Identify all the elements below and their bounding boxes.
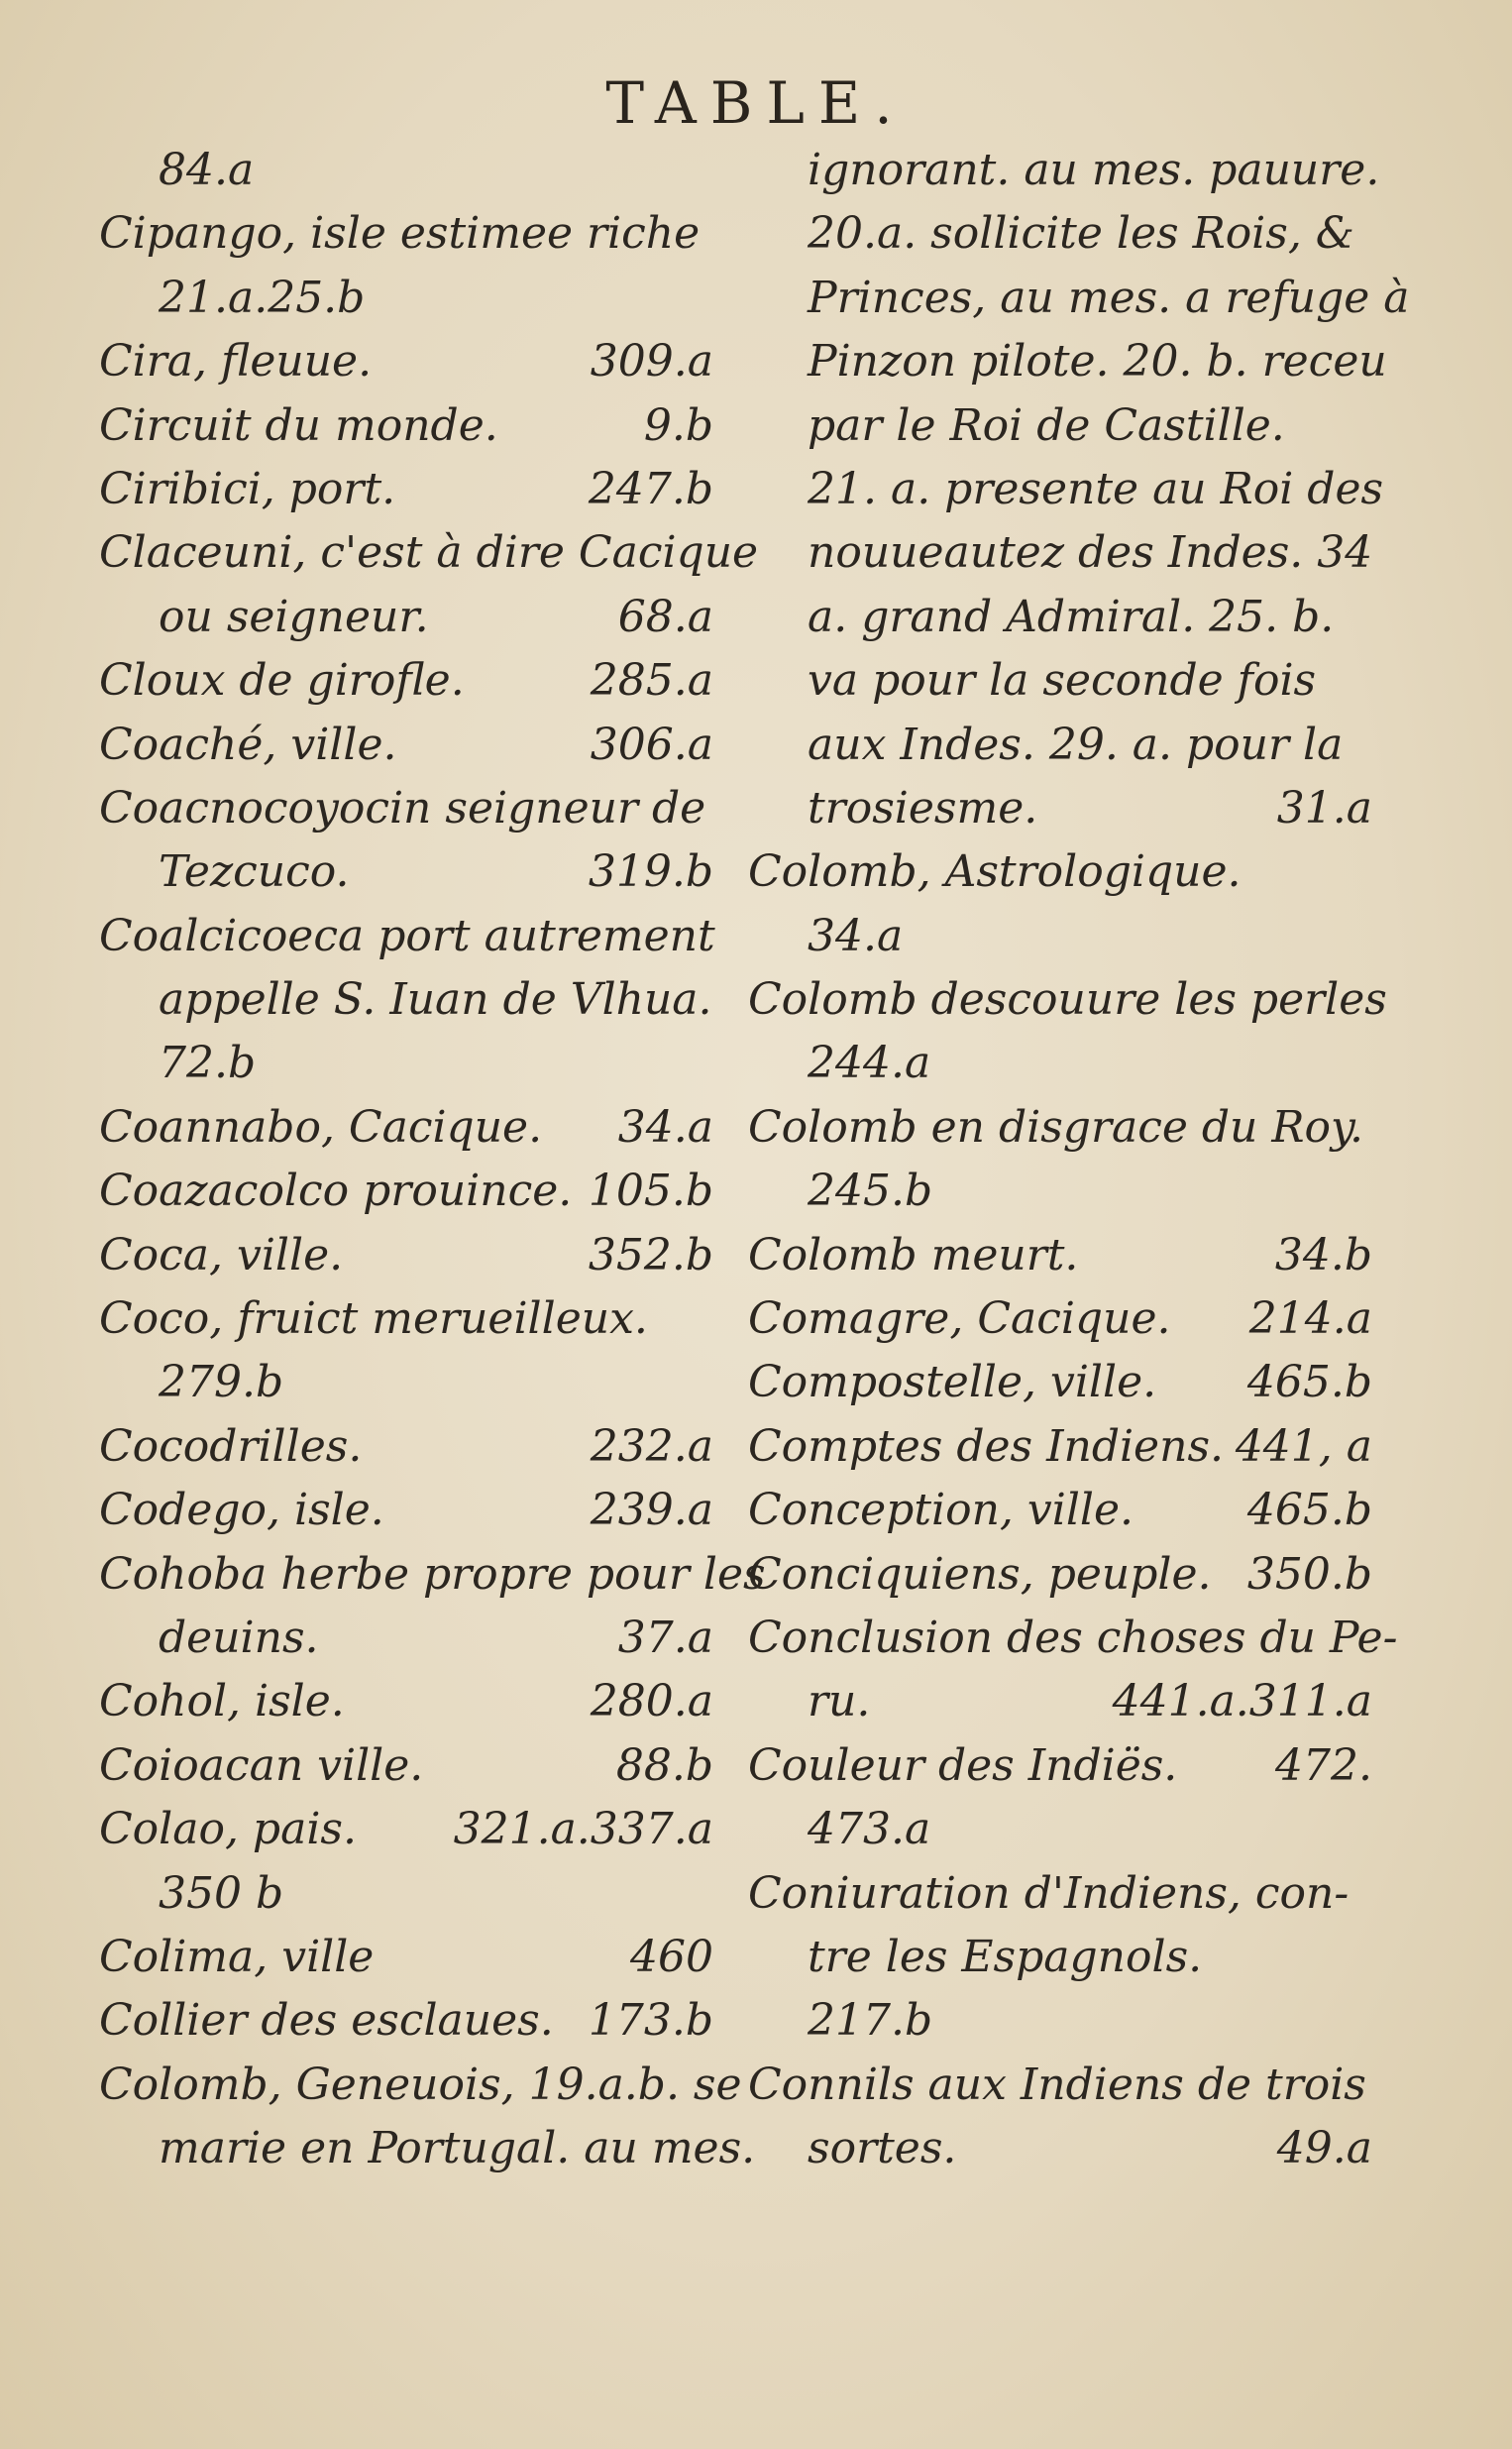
index-entry — [748, 1798, 1372, 1861]
index-column-left — [99, 139, 766, 2181]
index-entry-text: 20.a. sollicite les Rois, & — [808, 208, 1354, 260]
index-entry-text: 473.a — [808, 1804, 931, 1855]
index-entry-text: 21. a. presente au Roi des — [808, 463, 1384, 514]
index-page-ref: 214.a — [1248, 1293, 1372, 1345]
index-entry — [748, 2117, 1372, 2180]
index-entry-text: Princes, au mes. a refuge à — [808, 272, 1410, 323]
index-entry-text: Connils aux Indiens de trois — [748, 2059, 1366, 2110]
index-entry — [99, 267, 713, 330]
index-entry-text: ou seigneur. — [159, 591, 429, 642]
index-page-ref: 465.b — [1246, 1357, 1372, 1408]
index-entry — [99, 1670, 713, 1733]
index-entry-text: Coazacolco prouince. — [99, 1166, 573, 1217]
index-entry-text: Cohoba herbe propre pour les — [99, 1548, 766, 1600]
index-entry-text: 217.b — [808, 1995, 933, 2047]
index-entry-text: va pour la seconde fois — [808, 655, 1317, 707]
index-entry-text: 84.a — [159, 145, 255, 195]
index-page-ref: 465.b — [1246, 1485, 1372, 1536]
index-entry-text: ru. — [808, 1676, 871, 1727]
index-entry — [748, 905, 1372, 968]
index-entry-text: Cocodrilles. — [99, 1420, 363, 1472]
index-page-ref: 352.b — [588, 1229, 713, 1280]
index-entry-text: Coacnocoyocin seigneur de — [99, 782, 706, 834]
index-entry — [748, 1224, 1372, 1287]
index-entry — [99, 1096, 713, 1160]
index-entry — [99, 1543, 766, 1607]
index-entry — [748, 1989, 1372, 2053]
index-entry — [748, 1670, 1372, 1733]
index-entry-text: appelle S. Iuan de Vlhua. — [159, 974, 712, 1026]
index-entry — [99, 649, 713, 713]
index-entry-text: Pinzon pilote. 20. b. receu — [808, 336, 1387, 388]
index-entry-text: nouueautez des Indes. 34 — [808, 527, 1373, 579]
index-page-ref: 49.a — [1276, 2123, 1372, 2174]
index-entry-text: deuins. — [159, 1612, 319, 1663]
index-page-ref: 37.a — [617, 1612, 713, 1663]
index-entry-text: Colomb, Geneuois, 19.a.b. se — [99, 2059, 742, 2110]
index-entry — [99, 2117, 756, 2180]
index-page-ref: 285.a — [590, 655, 713, 707]
index-entry-text: 245.b — [808, 1166, 933, 1217]
index-entry-text: par le Roi de Castille. — [808, 399, 1285, 451]
index-entry-text: Coioacan ville. — [99, 1739, 424, 1791]
index-column-right — [748, 139, 1410, 2181]
index-entry-text: 72.b — [159, 1038, 257, 1089]
index-page-ref: 232.a — [590, 1420, 713, 1472]
index-page-ref: 31.a — [1276, 782, 1372, 834]
index-entry-text: a. grand Admiral. 25. b. — [808, 591, 1335, 642]
index-entry — [748, 968, 1387, 1032]
index-entry — [99, 1032, 713, 1095]
index-entry — [748, 1734, 1372, 1798]
index-entry-text: Colomb meurt. — [748, 1229, 1079, 1280]
index-entry-text: Coaché, ville. — [99, 719, 397, 770]
index-entry — [99, 1798, 713, 1861]
index-entry-text: tre les Espagnols. — [808, 1931, 1203, 1982]
index-entry — [748, 1351, 1372, 1414]
index-entry-text: Colao, pais. — [99, 1804, 357, 1855]
index-entry — [99, 1862, 713, 1926]
index-entry-text: Tezcuco. — [159, 846, 350, 898]
index-entry — [748, 458, 1384, 521]
index-entry — [99, 1607, 713, 1670]
index-entry — [99, 968, 713, 1032]
index-entry-text: Coniuration d'Indiens, con- — [748, 1867, 1350, 1919]
index-entry-text: Colima, ville — [99, 1931, 375, 1982]
index-entry — [748, 521, 1372, 585]
index-entry — [748, 1479, 1372, 1542]
index-entry — [99, 521, 759, 585]
index-entry-text: 350 b — [159, 1867, 284, 1919]
index-entry — [99, 1351, 713, 1414]
index-entry — [99, 586, 713, 649]
index-entry — [748, 139, 1380, 202]
index-entry-text: Colomb descouure les perles — [748, 974, 1387, 1026]
index-page-ref: 34.a — [617, 1101, 713, 1153]
index-page-ref: 280.a — [590, 1676, 713, 1727]
index-entry-text: aux Indes. 29. a. pour la — [808, 719, 1344, 770]
index-entry-text: Collier des esclaues. — [99, 1995, 554, 2047]
index-entry — [99, 139, 713, 202]
index-entry-text: Claceuni, c'est à dire Cacique — [99, 527, 759, 579]
index-entry-text: marie en Portugal. au mes. — [159, 2123, 756, 2174]
index-entry-text: Ciribici, port. — [99, 463, 396, 514]
index-entry — [99, 1734, 713, 1798]
index-page-ref: 319.b — [588, 846, 713, 898]
index-entry — [99, 1160, 713, 1223]
index-entry — [748, 394, 1372, 458]
index-entry — [748, 1415, 1372, 1479]
index-entry — [99, 458, 713, 521]
index-entry-text: Circuit du monde. — [99, 399, 498, 451]
index-entry-text: Conciquiens, peuple. — [748, 1548, 1212, 1600]
index-entry — [748, 267, 1410, 330]
index-entry — [748, 777, 1372, 840]
index-entry-text: Colomb, Astrologique. — [748, 846, 1242, 898]
index-entry-text: 21.a.25.b — [159, 272, 366, 323]
index-entry-text: Codego, isle. — [99, 1485, 384, 1536]
index-page-ref: 350.b — [1246, 1548, 1372, 1600]
index-entry — [99, 1926, 713, 1989]
index-entry — [748, 330, 1387, 393]
index-entry-text: Couleur des Indiës. — [748, 1739, 1178, 1791]
index-entry — [748, 1032, 1372, 1095]
index-entry — [748, 1543, 1372, 1607]
index-page-ref: 472. — [1275, 1739, 1372, 1791]
index-entry — [748, 1607, 1398, 1670]
index-entry — [99, 840, 713, 904]
index-page-ref: 460 — [630, 1931, 713, 1982]
index-page-ref: 441, a — [1235, 1420, 1372, 1472]
index-entry-text: Conception, ville. — [748, 1485, 1134, 1536]
index-entry-text: Coalcicoeca port autrement — [99, 910, 715, 961]
index-entry — [748, 2054, 1372, 2117]
index-entry-text: Comptes des Indiens. — [748, 1420, 1225, 1472]
index-entry-text: 279.b — [159, 1357, 284, 1408]
index-entry-text: trosiesme. — [808, 782, 1038, 834]
index-page-ref: 239.a — [590, 1485, 713, 1536]
index-page-ref: 309.a — [590, 336, 713, 388]
index-entry — [99, 394, 713, 458]
index-entry — [748, 586, 1372, 649]
index-page-ref: 441.a.311.a — [1112, 1676, 1372, 1727]
index-entry-text: Coannabo, Cacique. — [99, 1101, 543, 1153]
index-entry-text: Cloux de girofle. — [99, 655, 465, 707]
index-entry-text: Coco, fruict merueilleux. — [99, 1293, 648, 1345]
page-title: TABLE. — [605, 69, 907, 137]
index-entry — [99, 202, 713, 266]
index-entry-text: Comagre, Cacique. — [748, 1293, 1171, 1345]
index-entry — [99, 1415, 713, 1479]
index-entry-text: Colomb en disgrace du Roy. — [748, 1101, 1363, 1153]
index-entry-text: Conclusion des choses du Pe- — [748, 1612, 1398, 1663]
index-entry — [748, 714, 1372, 777]
index-entry — [748, 1160, 1372, 1223]
index-entry-text: 34.a — [808, 910, 904, 961]
index-entry-text: Cira, fleuue. — [99, 336, 373, 388]
index-entry — [748, 1096, 1372, 1160]
index-page-ref: 306.a — [590, 719, 713, 770]
index-entry — [748, 1862, 1372, 1926]
index-entry — [99, 1989, 713, 2053]
index-entry-text: Cipango, isle estimee riche — [99, 208, 701, 260]
index-page-ref: 88.b — [615, 1739, 713, 1791]
index-entry-text: 244.a — [808, 1038, 931, 1089]
index-entry-text: ignorant. au mes. pauure. — [808, 145, 1380, 195]
index-entry — [748, 202, 1372, 266]
index-entry — [99, 330, 713, 393]
index-entry-text: sortes. — [808, 2123, 957, 2174]
index-entry — [748, 1287, 1372, 1351]
index-entry-text: Coca, ville. — [99, 1229, 344, 1280]
index-entry — [748, 1926, 1372, 1989]
index-page-ref: 173.b — [588, 1995, 713, 2047]
index-page-ref: 9.b — [643, 399, 713, 451]
index-entry — [748, 649, 1372, 713]
index-entry — [99, 714, 713, 777]
index-entry — [99, 1479, 713, 1542]
index-entry — [99, 777, 713, 840]
index-entry — [748, 840, 1372, 904]
index-entry — [99, 1224, 713, 1287]
index-page-ref: 34.b — [1274, 1229, 1372, 1280]
index-entry — [99, 1287, 713, 1351]
index-page-ref: 321.a.337.a — [453, 1804, 713, 1855]
index-entry — [99, 2054, 742, 2117]
index-entry-text: Cohol, isle. — [99, 1676, 345, 1727]
index-page-ref: 68.a — [617, 591, 713, 642]
index-page-ref: 105.b — [588, 1166, 713, 1217]
index-entry-text: Compostelle, ville. — [748, 1357, 1157, 1408]
index-entry — [99, 905, 713, 968]
index-page-ref: 247.b — [588, 463, 713, 514]
